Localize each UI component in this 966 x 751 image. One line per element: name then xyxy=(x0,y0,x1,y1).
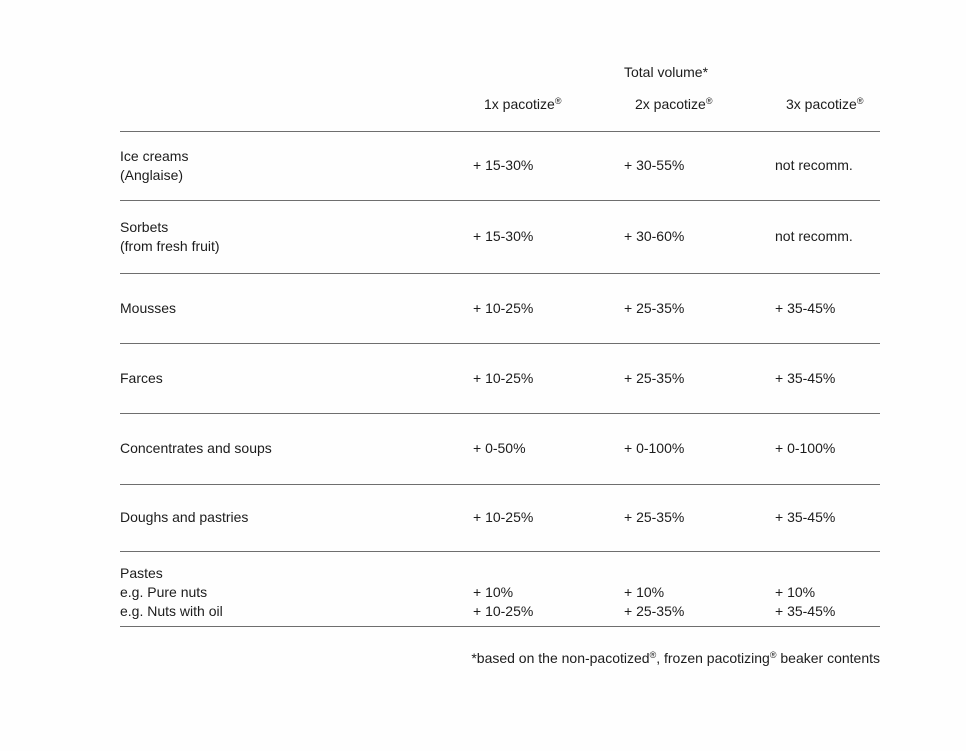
row-label-line: Sorbets xyxy=(120,218,169,235)
table-row-ice-creams xyxy=(120,131,880,200)
row-label: Concentrates and soups xyxy=(120,413,473,484)
column-header-label: 1x pacotize xyxy=(484,96,555,113)
value-cell: + 25-35% xyxy=(624,343,775,413)
table-row-mousses xyxy=(120,273,880,343)
footnote-text: *based on the non-pacotized xyxy=(471,650,650,666)
row-label xyxy=(120,200,473,273)
value-cell: + 25-35% xyxy=(624,484,775,551)
table-row-pastes xyxy=(120,551,880,626)
table-row-sorbets xyxy=(120,200,880,273)
value-cell: + 0-50% xyxy=(473,413,624,484)
registered-trademark-symbol: ® xyxy=(705,96,713,107)
table-row-doughs-and-pastries xyxy=(120,484,880,551)
value-line: + 10% xyxy=(775,583,816,600)
footnote-text: , frozen pacotizing xyxy=(656,650,770,666)
spacer-cell xyxy=(120,87,473,131)
row-label-line: (Anglaise) xyxy=(120,166,184,183)
row-label-line: e.g. Nuts with oil xyxy=(120,602,223,619)
value-cell: + 10-25% xyxy=(473,273,624,343)
registered-trademark-symbol: ® xyxy=(769,650,777,660)
row-label: Farces xyxy=(120,343,473,413)
value-cell xyxy=(775,551,880,626)
value-cell: + 35-45% xyxy=(775,343,880,413)
spacer-cell xyxy=(120,57,473,87)
value-cell: + 30-55% xyxy=(624,131,775,200)
value-line: + 35-45% xyxy=(775,602,836,619)
pacotize-volume-table xyxy=(120,57,880,627)
registered-trademark-symbol: ® xyxy=(856,96,864,107)
column-header-row xyxy=(120,87,880,131)
row-label-line: Ice creams xyxy=(120,147,189,164)
value-cell: + 0-100% xyxy=(624,413,775,484)
spacer-cell xyxy=(473,57,624,87)
row-label: Mousses xyxy=(120,273,473,343)
footnote-text: beaker contents xyxy=(776,650,880,666)
column-header-2x-pacotize xyxy=(624,87,775,131)
column-header-3x-pacotize xyxy=(775,87,880,131)
row-label: Doughs and pastries xyxy=(120,484,473,551)
value-line: + 10% xyxy=(624,583,665,600)
value-cell: + 15-30% xyxy=(473,131,624,200)
row-label-line: Pastes xyxy=(120,564,163,581)
value-cell: + 25-35% xyxy=(624,273,775,343)
value-cell: + 10-25% xyxy=(473,343,624,413)
column-header-1x-pacotize xyxy=(473,87,624,131)
value-cell: + 15-30% xyxy=(473,200,624,273)
row-label-line: e.g. Pure nuts xyxy=(120,583,208,600)
group-header-row xyxy=(120,57,880,87)
spacer-cell xyxy=(775,57,880,87)
column-header-label: 3x pacotize xyxy=(786,96,857,113)
value-cell: + 0-100% xyxy=(775,413,880,484)
value-cell: + 10-25% xyxy=(473,484,624,551)
value-cell xyxy=(624,551,775,626)
value-cell: + 35-45% xyxy=(775,484,880,551)
row-label xyxy=(120,551,473,626)
row-label-line: (from fresh fruit) xyxy=(120,237,220,254)
registered-trademark-symbol: ® xyxy=(649,650,657,660)
registered-trademark-symbol: ® xyxy=(554,96,562,107)
value-cell: + 35-45% xyxy=(775,273,880,343)
value-cell: not recomm. xyxy=(775,200,880,273)
group-header-total-volume: Total volume* xyxy=(624,63,709,80)
value-cell xyxy=(473,551,624,626)
table-row-concentrates-and-soups xyxy=(120,413,880,484)
value-line: + 10% xyxy=(473,583,514,600)
value-cell: not recomm. xyxy=(775,131,880,200)
footnote xyxy=(120,649,880,667)
value-line: + 10-25% xyxy=(473,602,534,619)
table-row-farces xyxy=(120,343,880,413)
value-cell: + 30-60% xyxy=(624,200,775,273)
column-header-label: 2x pacotize xyxy=(635,96,706,113)
row-label xyxy=(120,131,473,200)
value-line: + 25-35% xyxy=(624,602,685,619)
